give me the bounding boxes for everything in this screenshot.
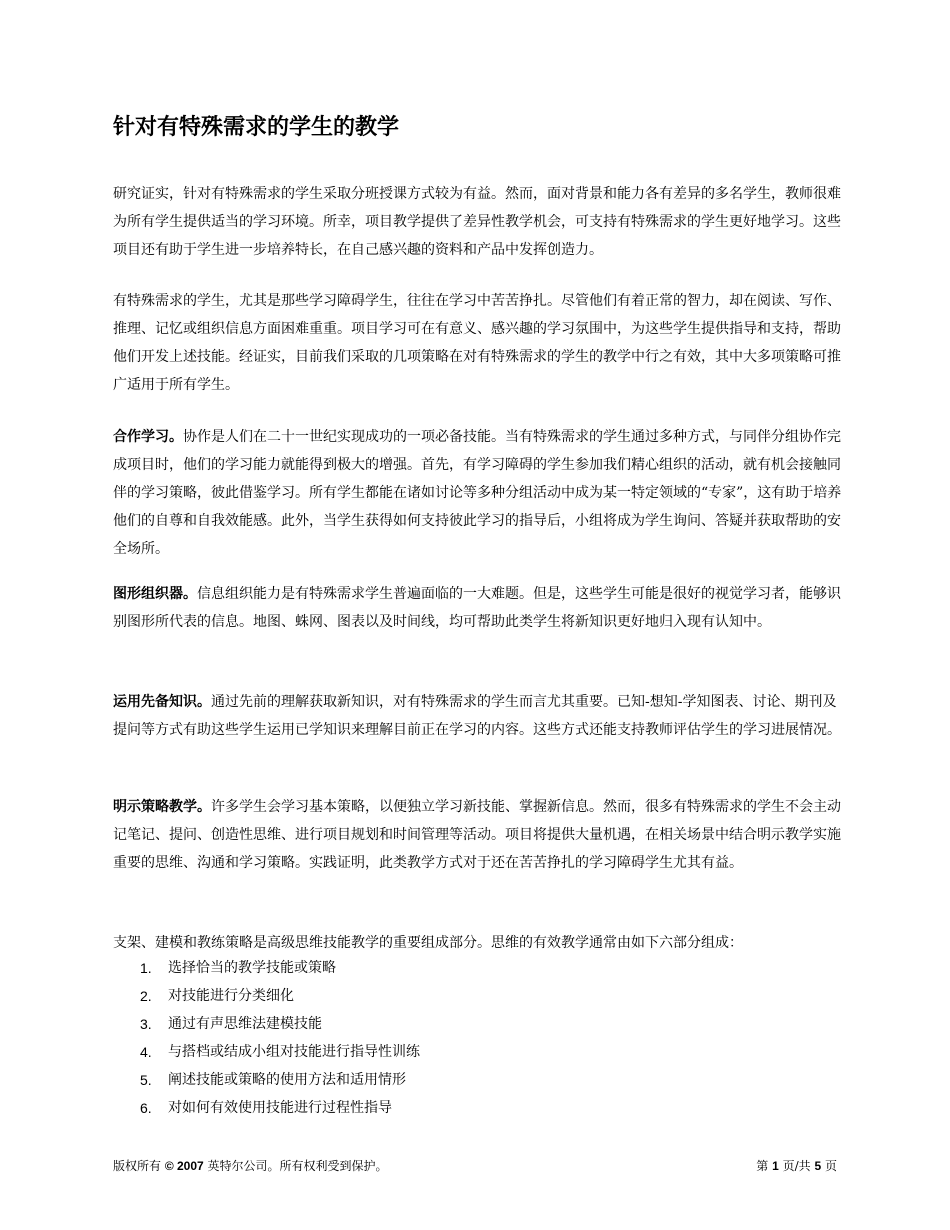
paragraph-cooperative-learning — [113, 423, 843, 563]
copyright-notice — [113, 1157, 388, 1175]
paragraph-intro: 研究证实，针对有特殊需求的学生采取分班授课方式较为有益。然而，面对背景和能力各有差异的多名学生，教师很难为所有学生提供适当的学习环境。所幸，项目教学提供了差异性教学机会，可支持有特殊需求的学生更好地学习。这些项目还有助于学生进一步培养特长，在自己感兴趣的资料和产品中发挥创造力。 — [113, 186, 841, 258]
page-current: 1 — [772, 1159, 779, 1173]
paragraph-prior-knowledge — [113, 688, 843, 744]
list-number: 3. — [140, 1016, 152, 1032]
page-total: 5 — [814, 1159, 822, 1173]
page-number — [756, 1157, 837, 1175]
page-title: 针对有特殊需求的学生的教学 — [113, 115, 400, 140]
section-term: 运用先备知识。 — [113, 694, 211, 710]
section-text: 协作是人们在二十一世纪实现成功的一项必备技能。当有特殊需求的学生通过多种方式，与同伴分组协作完成项目时，他们的学习能力就能得到极大的增强。首先，有学习障碍的学生参加我们精心组织的活动，就有机会接触同伴的学习策略，彼此借鉴学习。所有学生都能在诸如讨论等多种分组活动中成为某一特定领域的“专家”，这有助于培养他们的自尊和自我效能感。此外，当学生获得如何支持彼此学习的指导后，小组将成为学生询问、答疑并获取帮助的安全场所。 — [113, 429, 842, 557]
list-number: 6. — [140, 1100, 152, 1116]
list-text: 阐述技能或策略的使用方法和适用情形 — [168, 1072, 406, 1088]
page-middle: 页/共 — [778, 1159, 815, 1173]
section-text: 通过先前的理解获取新知识，对有特殊需求的学生而言尤其重要。已知-想知-学知图表、讨论、期刊及提问等方式有助这些学生运用已学知识来理解目前正在学习的内容。这些方式还能支持教师评估学生的学习进展情况。 — [113, 694, 841, 738]
list-text: 与搭档或结成小组对技能进行指导性训练 — [168, 1044, 420, 1060]
steps-list — [113, 954, 843, 1122]
list-text: 选择恰当的教学技能或策略 — [168, 960, 336, 976]
page-suffix: 页 — [821, 1159, 837, 1173]
list-item — [113, 1038, 843, 1066]
copyright-suffix: 英特尔公司。所有权利受到保护。 — [203, 1159, 388, 1173]
copyright-prefix: 版权所有 — [113, 1159, 165, 1173]
list-text: 通过有声思维法建模技能 — [168, 1016, 322, 1032]
list-text: 对技能进行分类细化 — [168, 988, 294, 1004]
section-term: 合作学习。 — [113, 429, 183, 445]
list-item — [113, 1094, 843, 1122]
paragraph-scaffolding: 支架、建模和教练策略是高级思维技能教学的重要组成部分。思维的有效教学通常由如下六部分组成： — [113, 935, 743, 951]
list-number: 5. — [140, 1072, 152, 1088]
page-prefix: 第 — [756, 1159, 773, 1173]
list-item — [113, 1066, 843, 1094]
section-term: 图形组织器。 — [113, 586, 197, 602]
list-item — [113, 982, 843, 1010]
section-text: 许多学生会学习基本策略，以便独立学习新技能、掌握新信息。然而，很多有特殊需求的学生不会主动记笔记、提问、创造性思维、进行项目规划和时间管理等活动。项目将提供大量机遇，在相关场景中结合明示教学实施重要的思维、沟通和学习策略。实践证明，此类教学方式对于还在苦苦挣扎的学习障碍学生尤其有益。 — [113, 799, 841, 871]
paragraph-special-needs: 有特殊需求的学生，尤其是那些学习障碍学生，往往在学习中苦苦挣扎。尽管他们有着正常的智力，却在阅读、写作、推理、记忆或组织信息方面困难重重。项目学习可在有意义、感兴趣的学习氛围中，为这些学生提供指导和支持，帮助他们开发上述技能。经证实，目前我们采取的几项策略在对有特殊需求的学生的教学中行之有效，其中大多项策略可推广适用于所有学生。 — [113, 293, 841, 393]
paragraph-graphic-organizers — [113, 580, 843, 636]
list-item — [113, 954, 843, 982]
list-number: 4. — [140, 1044, 152, 1060]
list-item — [113, 1010, 843, 1038]
list-text: 对如何有效使用技能进行过程性指导 — [168, 1100, 392, 1116]
paragraph-explicit-strategy — [113, 793, 843, 877]
copyright-mark: © 2007 — [164, 1159, 204, 1173]
list-number: 2. — [140, 988, 152, 1004]
list-number: 1. — [140, 960, 152, 976]
section-text: 信息组织能力是有特殊需求学生普遍面临的一大难题。但是，这些学生可能是很好的视觉学习者，能够识别图形所代表的信息。地图、蛛网、图表以及时间线，均可帮助此类学生将新知识更好地归入现有认知中。 — [113, 586, 841, 630]
section-term: 明示策略教学。 — [113, 799, 211, 815]
